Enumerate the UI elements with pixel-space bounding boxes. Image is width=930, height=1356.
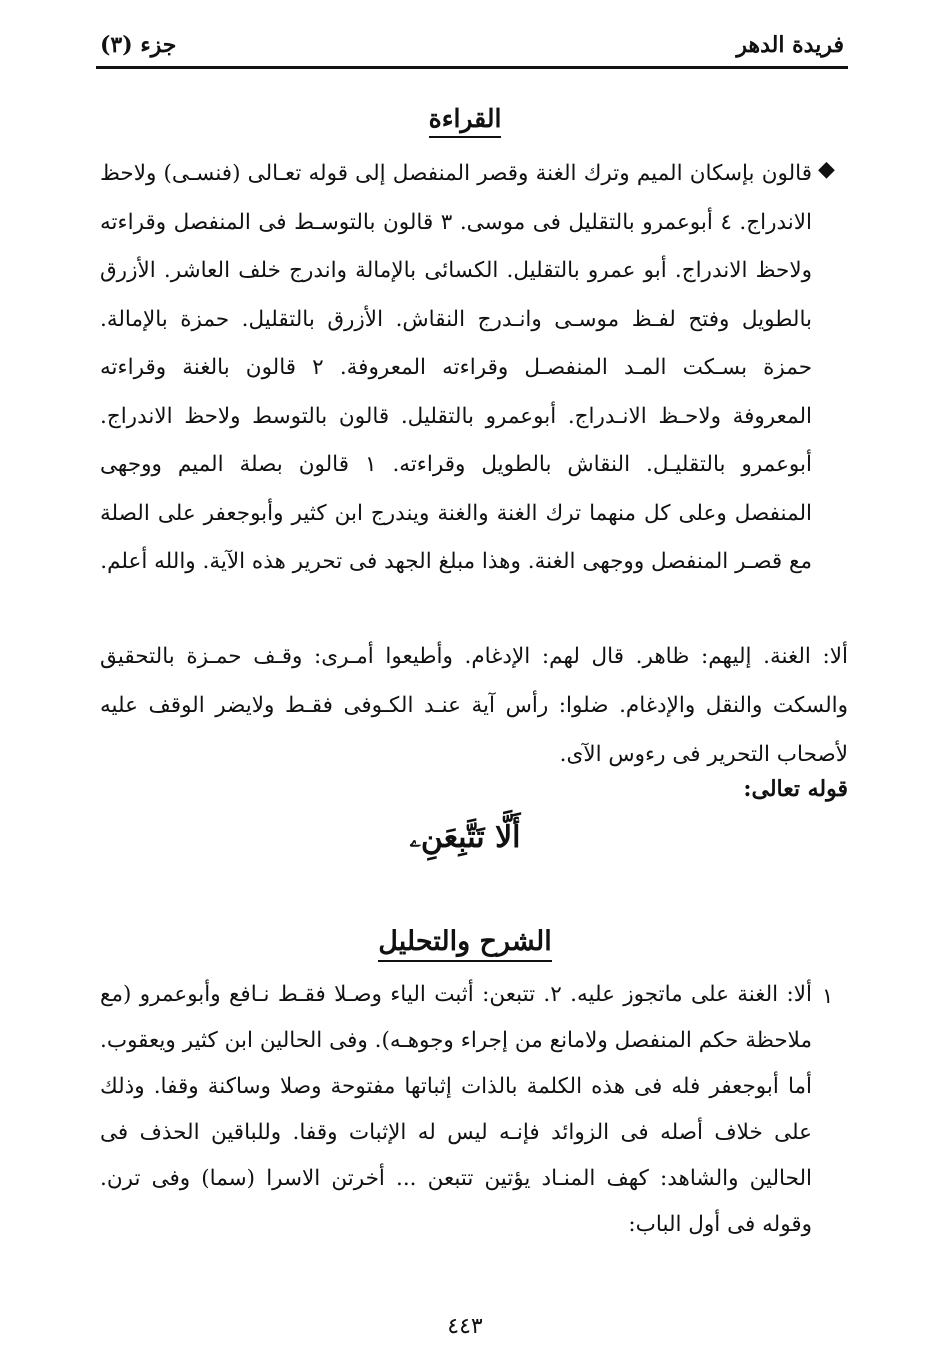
analysis-paragraph xyxy=(100,972,812,1248)
notes-text: ألا: الغنة. إليهم: ظاهر. قال لهم: الإدغام. وأطيعوا أمـرى: وقـف حمـزة بالتحقيق والسكت والنقل والإدغام. ضلوا: رأس آية عنـد الكـوفى فقـط ولايضر الوقف عليه لأصحاب التحرير فى رءوس الآى. xyxy=(100,644,848,767)
header-rule xyxy=(96,66,848,69)
section-heading-sharh xyxy=(0,926,930,957)
analysis-heading-text: الشرح والتحليل xyxy=(378,926,551,962)
volume-label: جزء (٣) xyxy=(100,32,177,58)
section-heading-text: القراءة xyxy=(429,104,502,138)
readings-paragraph xyxy=(100,150,812,587)
quran-verse: أَلَّا تَتَّبِعَنِۦ xyxy=(409,820,521,855)
readings-text: قالون بإسكان الميم وترك الغنة وقصر المنفصل إلى قوله تعـالى (فنسـى) ولاحظ الاندراج. ٤ أبوعمرو بالتقليل فى موسى. ٣ قالون بالتوسـط فى المنفصل وقراءته ولاحظ الاندراج. أبو عمرو بالتقليل. الكسائى بالإمالة واندرج خلف العاشر. الأزرق بالطويل وفتح لفـظ موسـى وانـدرج النقاش. الأزرق بالتقليل. حمزة بالإمالة. حمزة بسـكت المـد المنفصـل وقراءته المعروفة. ٢ قالون بالغنة وقراءته المعروفة ولاحـظ الانـدراج. أبوعمرو بالتقليل. قالون بالتوسط ولاحظ الاندراج. أبوعمرو بالتقليـل. النقاش بالطويل وقراءته. ١ قالون بصلة الميم ووجهى المنفصل وعلى كل منهما ترك الغنة والغنة ويندرج ابن كثير وأبوجعفر على الصلة مع قصـر المنفصل ووجهى الغنة. وهذا مبلغ الجهد فى تحرير هذه الآية. والله أعلم. xyxy=(100,161,812,574)
diamond-icon: ◆ xyxy=(818,157,835,182)
page-number: ٤٤٣ xyxy=(447,1314,483,1339)
analysis-text: ألا: الغنة على ماتجوز عليه. ٢. تتبعن: أثبت الياء وصـلا فقـط نـافع وأبوعمرو (مع ملاحظة حكم المنفصل ولامانع من إجراء وجوهـه). وفى الحالين ابن كثير ويعقوب. أما أبوجعفر فله فى هذه الكلمة بالذات إثباتها مفتوحة وصلا وساكنة وقفا. وذلك على خلاف أصله فى الزوائد فإنـه ليس له الإثبات وقفا. وللباقين الحذف فى الحالين والشاهد: كهف المنـاد يؤتين تتبعن ... أخرتن الاسرا (سما) وفى ترن. وقوله فى أول الباب: xyxy=(100,982,812,1237)
book-title: فريدة الدهر xyxy=(736,32,844,58)
running-header xyxy=(96,28,848,66)
notes-paragraph xyxy=(100,632,848,779)
analysis-number: ١ xyxy=(822,984,834,1008)
qawluh-label: قوله تعالى: xyxy=(743,776,848,802)
section-heading-qiraa xyxy=(0,104,930,133)
